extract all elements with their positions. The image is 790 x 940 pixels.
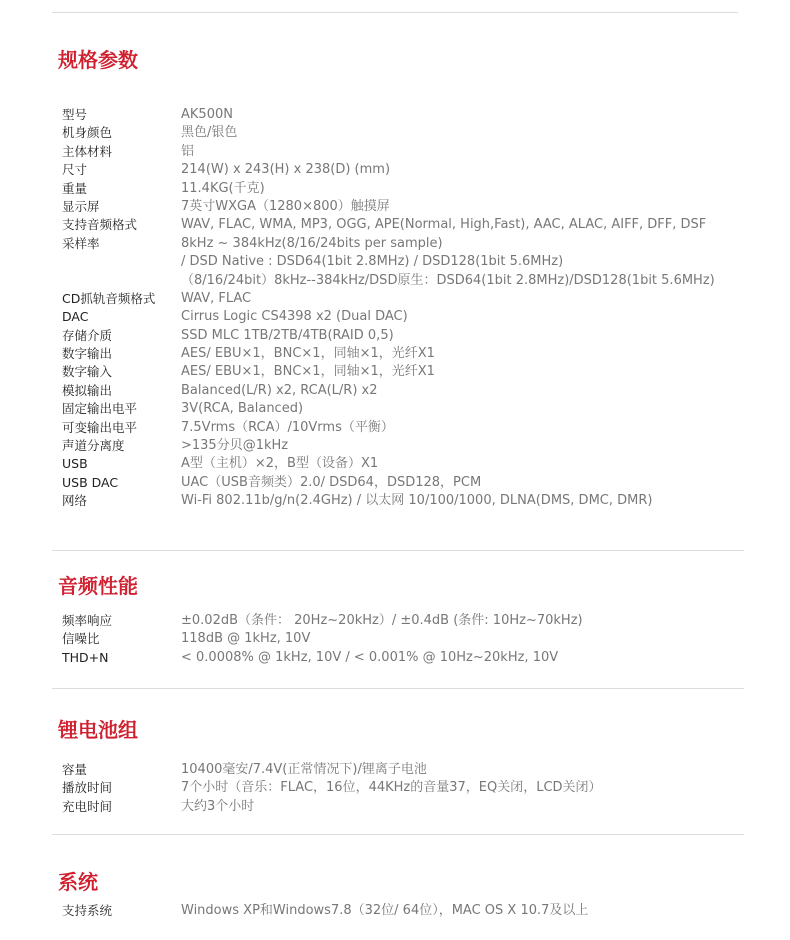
spec-label [62, 272, 181, 290]
spec-label: 数字输出 [62, 346, 113, 362]
section-title-battery: 锂电池组 [58, 718, 138, 742]
spec-value: Wi-Fi 802.11b/g/n(2.4GHz) / 以太网 10/100/1000, DLNA(DMS, DMC, DMR) [181, 493, 653, 509]
spec-label: 支持系统 [62, 903, 113, 918]
spec-row [62, 779, 752, 797]
spec-row [62, 143, 752, 161]
spec-row [62, 124, 752, 142]
spec-value: 7.5Vrms（RCA）/10Vrms（平衡） [181, 419, 394, 435]
spec-value: 铝 [181, 143, 195, 159]
spec-label: 频率响应 [62, 613, 113, 628]
spec-label: 重量 [62, 180, 88, 196]
section-divider [52, 834, 744, 835]
spec-label: 采样率 [62, 235, 100, 251]
spec-row [62, 474, 752, 492]
spec-row [62, 198, 752, 216]
spec-value: UAC（USB音频类）2.0/ DSD64，DSD128，PCM [181, 474, 482, 490]
spec-row [62, 216, 752, 234]
spec-list-audio [62, 612, 752, 667]
spec-row [62, 630, 752, 648]
spec-row [62, 363, 752, 381]
spec-value: 7英寸WXGA（1280×800）触摸屏 [181, 198, 390, 214]
spec-row [62, 272, 752, 290]
spec-row [62, 161, 752, 179]
spec-label: USB DAC [62, 474, 119, 490]
spec-value: Balanced(L/R) x2, RCA(L/R) x2 [181, 382, 378, 398]
spec-row [62, 180, 752, 198]
spec-label: 存储介质 [62, 327, 113, 343]
spec-label: 支持音频格式 [62, 217, 138, 233]
spec-row [62, 382, 752, 400]
spec-row [62, 308, 752, 326]
section-title-system: 系统 [58, 870, 98, 894]
spec-row [62, 419, 752, 437]
spec-label: 显示屏 [62, 198, 100, 214]
spec-label: 固定输出电平 [62, 401, 138, 417]
spec-row [62, 290, 752, 308]
spec-label: 可变输出电平 [62, 419, 138, 435]
spec-value: （8/16/24bit）8kHz--384kHz/DSD原生：DSD64(1bit 2.8MHz)/DSD128(1bit 5.6MHz) [181, 272, 715, 288]
spec-row [62, 327, 752, 345]
spec-value: 118dB @ 1kHz, 10V [181, 631, 311, 647]
spec-row [62, 345, 752, 363]
spec-label: 数字输入 [62, 364, 113, 380]
spec-value: 8kHz ~ 384kHz(8/16/24bits per sample) [181, 235, 443, 251]
spec-value: 11.4KG(千克) [181, 180, 265, 196]
spec-value: 10400毫安/7.4V(正常情况下)/锂离子电池 [181, 762, 427, 777]
spec-value: 黑色/银色 [181, 125, 238, 141]
spec-value: A型（主机）×2，B型（设备）X1 [181, 456, 379, 472]
section-title-audio: 音频性能 [58, 574, 138, 598]
spec-label: USB [62, 456, 88, 472]
top-divider [52, 12, 738, 13]
spec-row [62, 235, 752, 253]
spec-value: 7个小时（音乐：FLAC，16位，44KHz的音量37，EQ关闭，LCD关闭） [181, 780, 602, 796]
spec-value: 214(W) x 243(H) x 238(D) (mm) [181, 162, 391, 178]
spec-value: < 0.0008% @ 1kHz, 10V / < 0.001% @ 10Hz~20kHz, 10V [181, 649, 559, 665]
spec-value: ±0.02dB（条件： 20Hz~20kHz）/ ±0.4dB (条件: 10Hz~70kHz) [181, 613, 583, 628]
spec-row [62, 455, 752, 473]
spec-label: DAC [62, 309, 89, 325]
spec-value: WAV, FLAC, WMA, MP3, OGG, APE(Normal, High,Fast), AAC, ALAC, AIFF, DFF, DSF [181, 217, 707, 233]
spec-row [62, 400, 752, 418]
spec-value: AK500N [181, 107, 233, 122]
spec-label: 信噪比 [62, 631, 100, 647]
spec-row [62, 253, 752, 271]
spec-value: WAV, FLAC [181, 290, 252, 306]
spec-value: AES/ EBU×1，BNC×1，同轴×1，光纤X1 [181, 364, 435, 380]
spec-row [62, 902, 752, 920]
spec-label: 型号 [62, 107, 88, 122]
spec-label: 机身颜色 [62, 125, 113, 141]
spec-value: Windows XP和Windows7.8（32位/ 64位），MAC OS X 10.7及以上 [181, 903, 589, 918]
spec-row [62, 437, 752, 455]
spec-label: 播放时间 [62, 780, 113, 796]
spec-label: CD抓轨音频格式 [62, 290, 156, 306]
spec-list-battery [62, 761, 752, 816]
section-divider [52, 550, 744, 551]
spec-list-specs [62, 106, 752, 511]
spec-row [62, 649, 752, 667]
spec-row [62, 612, 752, 630]
spec-row [62, 761, 752, 779]
spec-row [62, 106, 752, 124]
spec-row [62, 492, 752, 510]
spec-label [62, 253, 181, 271]
section-title-specs: 规格参数 [58, 48, 138, 72]
spec-value: SSD MLC 1TB/2TB/4TB(RAID 0,5) [181, 327, 394, 343]
spec-value: 大约3个小时 [181, 798, 255, 814]
spec-label: 主体材料 [62, 143, 113, 159]
spec-row [62, 798, 752, 816]
spec-label: 容量 [62, 762, 88, 777]
spec-label: THD+N [62, 649, 109, 665]
spec-value: 3V(RCA, Balanced) [181, 401, 304, 417]
spec-label: 声道分离度 [62, 438, 125, 454]
spec-label: 网络 [62, 493, 88, 509]
spec-value: AES/ EBU×1，BNC×1，同轴×1，光纤X1 [181, 346, 435, 362]
spec-list-system [62, 902, 752, 920]
spec-value: >135分贝@1kHz [181, 438, 289, 454]
spec-label: 充电时间 [62, 798, 113, 814]
spec-label: 模拟输出 [62, 382, 113, 398]
section-divider [52, 688, 744, 689]
spec-label: 尺寸 [62, 162, 88, 178]
spec-value: / DSD Native : DSD64(1bit 2.8MHz) / DSD128(1bit 5.6MHz) [181, 254, 564, 270]
spec-value: Cirrus Logic CS4398 x2 (Dual DAC) [181, 309, 408, 325]
